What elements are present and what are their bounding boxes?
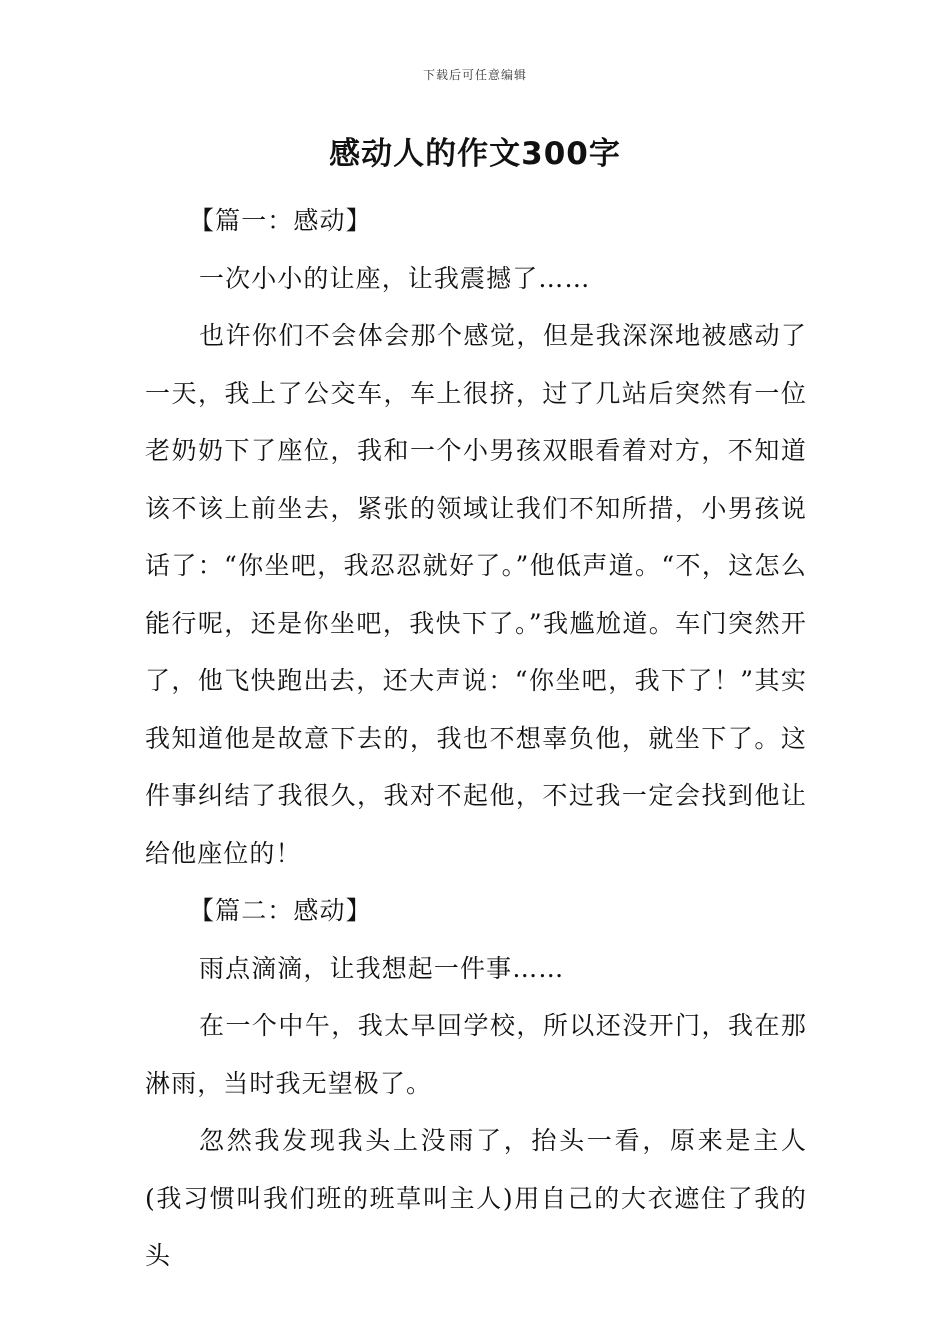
paragraph: 一次小小的让座，让我震撼了…… bbox=[199, 263, 591, 293]
paragraph: 也许你们不会体会那个感觉，但是我深深地被感动了一天，我上了公交车，车上很挤，过了几站后突然有一位老奶奶下了座位，我和一个小男孩双眼看着对方，不知道该不该上前坐去，紧张的领域让我们不知所措，小男孩说话了：“你坐吧，我忍忍就好了。”他低声道。“不，这怎么能行呢，还是你坐吧，我快下了。”我尴尬道。车门突然开了，他飞快跑出去，还大声说：“你坐吧，我下了！”其实我知道他是故意下去的，我也不想辜负他，就坐下了。这件事纠结了我很久，我对不起他，不过我一定会找到他让给他座位的！ bbox=[145, 321, 807, 868]
document-title: 感动人的作文300字 bbox=[329, 136, 621, 172]
header-note: 下载后可任意编辑 bbox=[422, 68, 527, 82]
document-body bbox=[145, 192, 807, 1285]
section-heading-1: 【篇一：感动】 bbox=[189, 206, 372, 235]
paragraph: 忽然我发现我头上没雨了，抬头一看，原来是主人(我习惯叫我们班的班草叫主人)用自己的大衣遮住了我的头 bbox=[145, 1126, 807, 1270]
paragraph: 雨点滴滴，让我想起一件事…… bbox=[199, 953, 565, 983]
paragraph: 在一个中午，我太早回学校，所以还没开门，我在那淋雨，当时我无望极了。 bbox=[145, 1011, 807, 1098]
section-heading-2: 【篇二：感动】 bbox=[189, 896, 372, 925]
